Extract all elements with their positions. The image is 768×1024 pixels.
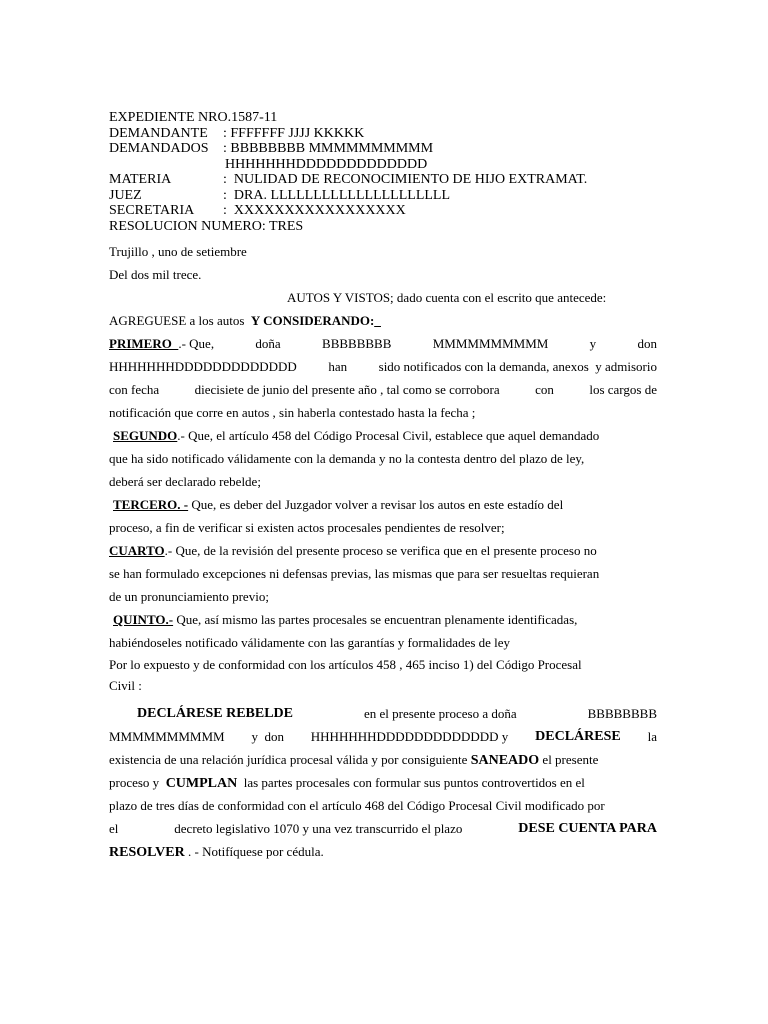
primero-word: los cargos de bbox=[589, 382, 657, 397]
segundo-line-3 bbox=[109, 470, 657, 493]
header-secretaria bbox=[109, 203, 669, 219]
date-text-2: Del dos mil trece. bbox=[109, 267, 202, 282]
date-line-1 bbox=[109, 240, 657, 263]
cuarto-line-3 bbox=[109, 585, 657, 608]
agreguese-text: AGREGUESE a los autos bbox=[109, 313, 245, 328]
decl-line-3 bbox=[109, 748, 657, 771]
primero-word: y bbox=[589, 336, 597, 351]
primero-line-4 bbox=[109, 401, 657, 424]
primero-label: PRIMERO bbox=[109, 336, 179, 351]
segundo-line-1 bbox=[109, 424, 657, 447]
date-line-2 bbox=[109, 263, 657, 286]
expediente-number: EXPEDIENTE NRO.1587-11 bbox=[109, 110, 278, 125]
decl-line-1 bbox=[109, 702, 657, 725]
segundo-text: que ha sido notificado válidamente con la demanda y no la contesta dentro del plazo de ley, bbox=[109, 451, 585, 466]
demandados-value-cont: HHHHHHHDDDDDDDDDDDDD bbox=[225, 156, 428, 172]
resolucion-number: RESOLUCION NUMERO: TRES bbox=[109, 218, 304, 234]
primero-word: diecisiete de junio del presente año , tal como se corrobora bbox=[194, 382, 500, 397]
decl-text: en el presente proceso a doña bbox=[363, 706, 517, 721]
decl-text: . - Notifíquese por cédula. bbox=[184, 844, 324, 859]
cumplan-heading: CUMPLAN bbox=[165, 776, 238, 791]
materia-value: : NULIDAD DE RECONOCIMIENTO DE HIJO EXTRAMAT. bbox=[223, 172, 588, 187]
case-header bbox=[109, 110, 669, 234]
demandante-label: DEMANDANTE bbox=[109, 125, 208, 141]
decl-line-6 bbox=[109, 817, 657, 840]
primero-word: con fecha bbox=[109, 382, 160, 397]
decl-text: HHHHHHHDDDDDDDDDDDDD y bbox=[310, 729, 509, 744]
decl-text: BBBBBBBB bbox=[587, 706, 657, 721]
secretaria-label: SECRETARIA bbox=[109, 203, 195, 218]
agreguese-line bbox=[109, 309, 657, 332]
decl-line-7 bbox=[109, 840, 657, 863]
decl-line-5 bbox=[109, 794, 657, 817]
quinto-text: Que, así mismo las partes procesales se encuentran plenamente identificadas, bbox=[173, 612, 578, 627]
tercero-line-1 bbox=[109, 493, 657, 516]
dese-cuenta-heading: DESE CUENTA PARA bbox=[518, 821, 657, 836]
tercero-label: TERCERO. - bbox=[113, 497, 189, 512]
decl-text: la bbox=[647, 729, 657, 744]
quinto-label: QUINTO.- bbox=[113, 612, 174, 627]
decl-text: MMMMMMMMMM bbox=[109, 729, 225, 744]
considerando-heading: Y CONSIDERANDO: bbox=[250, 313, 375, 328]
decl-text: el presente bbox=[539, 752, 599, 767]
primero-line-1 bbox=[109, 332, 657, 355]
header-resolucion bbox=[109, 219, 669, 235]
autos-line bbox=[109, 286, 657, 309]
demandante-value: : FFFFFFF JJJJ KKKKK bbox=[223, 125, 365, 141]
header-demandados bbox=[109, 141, 669, 157]
declarese-heading: DECLÁRESE bbox=[535, 729, 621, 744]
header-juez bbox=[109, 188, 669, 204]
primero-word: MMMMMMMMMM bbox=[432, 336, 549, 351]
cuarto-label: CUARTO bbox=[109, 543, 165, 558]
header-materia bbox=[109, 172, 669, 188]
primero-word: han bbox=[328, 359, 348, 374]
resolution-body bbox=[109, 240, 657, 863]
date-text-1: Trujillo , uno de setiembre bbox=[109, 244, 247, 259]
primero-word: con bbox=[535, 382, 554, 397]
demandados-value: : BBBBBBBB MMMMMMMMMM bbox=[223, 141, 434, 156]
primero-line-2 bbox=[109, 355, 657, 378]
primero-word: sido notificados con la demanda, anexos y admisorio bbox=[378, 359, 657, 374]
decl-text: las partes procesales con formular sus puntos controvertidos en el bbox=[243, 775, 585, 790]
juez-label: JUEZ bbox=[109, 187, 142, 203]
segundo-label: SEGUNDO bbox=[113, 428, 178, 443]
cuarto-text: de un pronunciamiento previo; bbox=[109, 589, 269, 604]
decl-line-2 bbox=[109, 725, 657, 748]
decl-line-4 bbox=[109, 771, 657, 794]
decl-text: plazo de tres días de conformidad con el artículo 468 del Código Procesal Civil modificado por bbox=[109, 798, 605, 813]
quinto-text: habiéndoseles notificado válidamente con las garantías y formalidades de ley bbox=[109, 635, 511, 650]
autos-text: AUTOS Y VISTOS; dado cuenta con el escrito que antecede: bbox=[287, 290, 607, 305]
quinto-line-1 bbox=[109, 608, 657, 631]
segundo-text: .- Que, el artículo 458 del Código Procesal Civil, establece que aquel demandado bbox=[177, 428, 600, 443]
segundo-line-2 bbox=[109, 447, 657, 470]
primero-text: notificación que corre en autos , sin haberla contestado hasta la fecha ; bbox=[109, 405, 476, 420]
decl-text: y don bbox=[251, 729, 284, 744]
materia-label: MATERIA bbox=[109, 172, 172, 187]
por-line-2 bbox=[109, 675, 657, 696]
primero-text: .- Que, bbox=[178, 336, 215, 351]
decl-text: proceso y bbox=[109, 775, 160, 790]
declarese-rebelde-heading: DECLÁRESE REBELDE bbox=[137, 706, 293, 721]
primero-word: BBBBBBBB bbox=[322, 336, 392, 351]
cuarto-text: .- Que, de la revisión del presente proceso se verifica que en el presente proceso no bbox=[164, 543, 597, 558]
secretaria-value: : XXXXXXXXXXXXXXXXX bbox=[223, 203, 406, 218]
header-demandante bbox=[109, 126, 669, 142]
primero-word: HHHHHHHDDDDDDDDDDDDD bbox=[109, 359, 297, 374]
segundo-text: deberá ser declarado rebelde; bbox=[109, 474, 261, 489]
considerando-tail: _ bbox=[374, 313, 381, 328]
saneado-heading: SANEADO bbox=[470, 753, 540, 768]
primero-line-3 bbox=[109, 378, 657, 401]
primero-word: doña bbox=[255, 336, 281, 351]
cuarto-line-2 bbox=[109, 562, 657, 585]
tercero-text: Que, es deber del Juzgador volver a revisar los autos en este estadío del bbox=[188, 497, 564, 512]
cuarto-text: se han formulado excepciones ni defensas previas, las mismas que para ser resueltas requieran bbox=[109, 566, 600, 581]
por-text: Por lo expuesto y de conformidad con los artículos 458 , 465 inciso 1) del Código Procesal bbox=[109, 657, 582, 672]
primero-word: don bbox=[637, 336, 657, 351]
cuarto-line-1 bbox=[109, 539, 657, 562]
tercero-text: proceso, a fin de verificar si existen actos procesales pendientes de resolver; bbox=[109, 520, 505, 535]
quinto-line-2 bbox=[109, 631, 657, 654]
por-line-1 bbox=[109, 654, 657, 675]
demandados-label: DEMANDADOS bbox=[109, 141, 209, 156]
decl-text: el bbox=[109, 821, 119, 836]
juez-value: : DRA. LLLLLLLLLLLLLLLLLLLLL bbox=[223, 187, 451, 203]
decl-text: existencia de una relación jurídica procesal válida y por consiguiente bbox=[109, 752, 468, 767]
resolver-heading: RESOLVER bbox=[109, 845, 185, 860]
por-text: Civil : bbox=[109, 678, 142, 693]
header-expediente bbox=[109, 110, 669, 126]
tercero-line-2 bbox=[109, 516, 657, 539]
decl-text: decreto legislativo 1070 y una vez transcurrido el plazo bbox=[174, 821, 463, 836]
